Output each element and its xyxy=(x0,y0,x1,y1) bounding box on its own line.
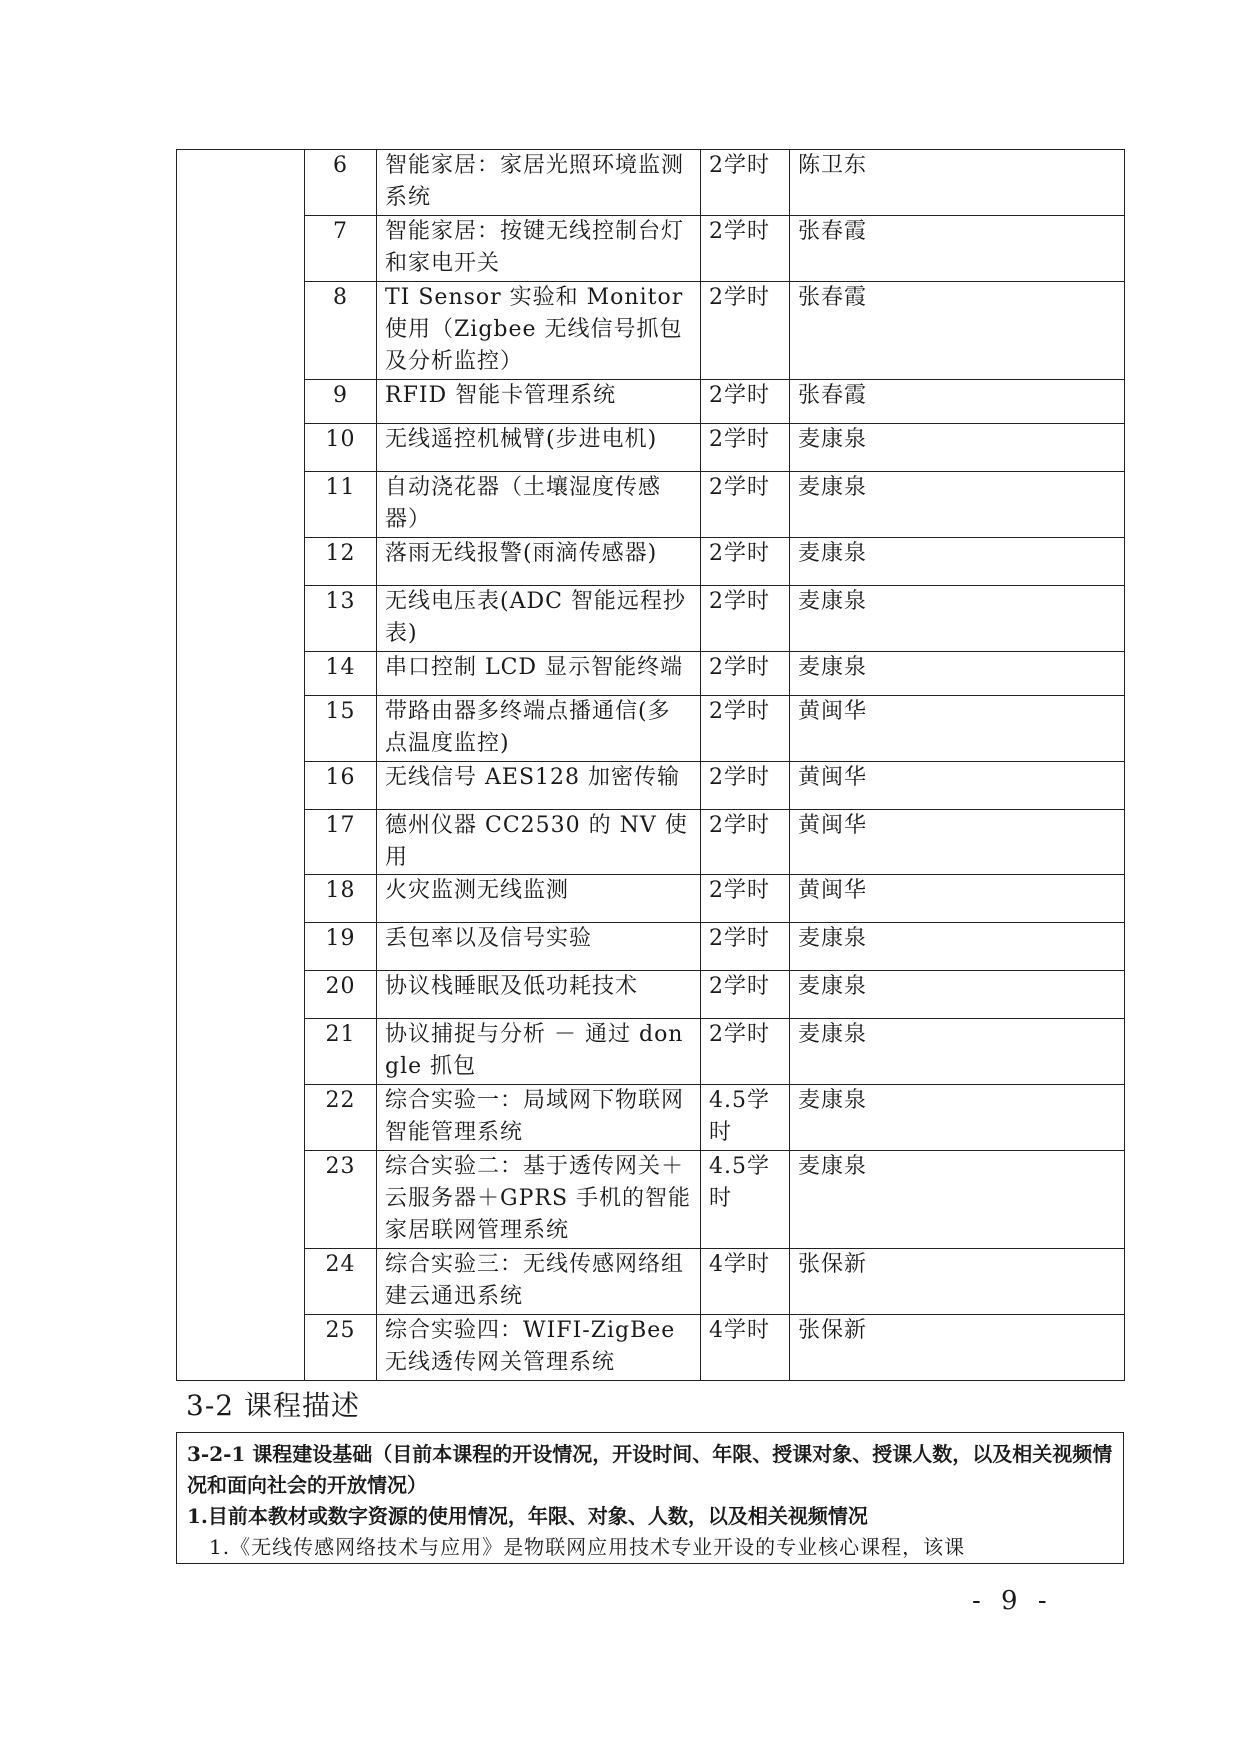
row-number-cell: 6 xyxy=(305,150,377,216)
table-row xyxy=(177,1151,1125,1249)
teacher-cell: 麦康泉 xyxy=(790,923,1125,971)
hours-cell: 2学时 xyxy=(701,875,790,923)
teacher-cell: 张保新 xyxy=(790,1249,1125,1315)
hours-cell: 2学时 xyxy=(701,652,790,696)
experiment-title-cell: 综合实验二：基于透传网关＋云服务器＋GPRS 手机的智能家居联网管理系统 xyxy=(377,1151,701,1249)
table-row xyxy=(177,971,1125,1019)
table-row xyxy=(177,1249,1125,1315)
teacher-cell: 黄闽华 xyxy=(790,696,1125,762)
row-number-cell: 16 xyxy=(305,762,377,810)
row-number-cell: 7 xyxy=(305,216,377,282)
hours-cell: 2学时 xyxy=(701,1019,790,1085)
table-row xyxy=(177,1019,1125,1085)
blank-category-cell xyxy=(177,150,305,1381)
table-row xyxy=(177,380,1125,424)
hours-cell: 2学时 xyxy=(701,216,790,282)
teacher-cell: 麦康泉 xyxy=(790,1019,1125,1085)
item-heading: 1.目前本教材或数字资源的使用情况，年限、对象、人数，以及相关视频情况 xyxy=(187,1504,868,1528)
experiment-title-cell: 协议捕捉与分析 － 通过 dongle 抓包 xyxy=(377,1019,701,1085)
row-number-cell: 13 xyxy=(305,586,377,652)
teacher-cell: 麦康泉 xyxy=(790,971,1125,1019)
hours-cell: 2学时 xyxy=(701,586,790,652)
experiment-title-cell: 丢包率以及信号实验 xyxy=(377,923,701,971)
table-row xyxy=(177,652,1125,696)
table-row xyxy=(177,150,1125,216)
hours-cell: 4学时 xyxy=(701,1249,790,1315)
table-row xyxy=(177,472,1125,538)
hours-cell: 4.5学时 xyxy=(701,1151,790,1249)
section-title: 3-2 课程描述 xyxy=(186,1389,360,1422)
experiment-title-cell: RFID 智能卡管理系统 xyxy=(377,380,701,424)
teacher-cell: 麦康泉 xyxy=(790,472,1125,538)
table-row xyxy=(177,1085,1125,1151)
row-number-cell: 17 xyxy=(305,810,377,875)
experiment-title-cell: 串口控制 LCD 显示智能终端 xyxy=(377,652,701,696)
hours-cell: 2学时 xyxy=(701,424,790,472)
teacher-cell: 陈卫东 xyxy=(790,150,1125,216)
experiment-title-cell: 无线信号 AES128 加密传输 xyxy=(377,762,701,810)
teacher-cell: 麦康泉 xyxy=(790,652,1125,696)
row-number-cell: 24 xyxy=(305,1249,377,1315)
experiment-title-cell: 落雨无线报警(雨滴传感器) xyxy=(377,538,701,586)
experiment-title-cell: 火灾监测无线监测 xyxy=(377,875,701,923)
table-row xyxy=(177,762,1125,810)
hours-cell: 2学时 xyxy=(701,696,790,762)
table-row xyxy=(177,424,1125,472)
experiment-title-cell: 综合实验三：无线传感网络组建云通迅系统 xyxy=(377,1249,701,1315)
row-number-cell: 12 xyxy=(305,538,377,586)
teacher-cell: 麦康泉 xyxy=(790,538,1125,586)
hours-cell: 2学时 xyxy=(701,282,790,380)
row-number-cell: 22 xyxy=(305,1085,377,1151)
teacher-cell: 麦康泉 xyxy=(790,1085,1125,1151)
teacher-cell: 张春霞 xyxy=(790,380,1125,424)
row-number-cell: 23 xyxy=(305,1151,377,1249)
teacher-cell: 黄闽华 xyxy=(790,810,1125,875)
table-row xyxy=(177,586,1125,652)
experiment-title-cell: 带路由器多终端点播通信(多点温度监控) xyxy=(377,696,701,762)
page-number: - 9 - xyxy=(972,1586,1053,1616)
row-number-cell: 11 xyxy=(305,472,377,538)
table-row xyxy=(177,1315,1125,1381)
teacher-cell: 黄闽华 xyxy=(790,875,1125,923)
experiment-title-cell: 无线遥控机械臂(步进电机) xyxy=(377,424,701,472)
teacher-cell: 张春霞 xyxy=(790,282,1125,380)
experiment-title-cell: 综合实验一：局域网下物联网智能管理系统 xyxy=(377,1085,701,1151)
table-body xyxy=(177,150,1125,1381)
teacher-cell: 麦康泉 xyxy=(790,424,1125,472)
experiment-title-cell: 德州仪器 CC2530 的 NV 使用 xyxy=(377,810,701,875)
hours-cell: 2学时 xyxy=(701,810,790,875)
table-row xyxy=(177,923,1125,971)
teacher-cell: 张保新 xyxy=(790,1315,1125,1381)
hours-cell: 2学时 xyxy=(701,472,790,538)
row-number-cell: 9 xyxy=(305,380,377,424)
experiments-table xyxy=(176,149,1125,1381)
experiment-title-cell: 智能家居：家居光照环境监测系统 xyxy=(377,150,701,216)
experiment-title-cell: 无线电压表(ADC 智能远程抄表) xyxy=(377,586,701,652)
teacher-cell: 麦康泉 xyxy=(790,1151,1125,1249)
course-description-box xyxy=(176,1432,1124,1564)
hours-cell: 2学时 xyxy=(701,971,790,1019)
hours-cell: 2学时 xyxy=(701,150,790,216)
table-row xyxy=(177,696,1125,762)
table-row xyxy=(177,538,1125,586)
experiment-title-cell: 智能家居：按键无线控制台灯和家电开关 xyxy=(377,216,701,282)
table-row xyxy=(177,216,1125,282)
row-number-cell: 20 xyxy=(305,971,377,1019)
hours-cell: 2学时 xyxy=(701,923,790,971)
table-row xyxy=(177,875,1125,923)
hours-cell: 4.5学时 xyxy=(701,1085,790,1151)
row-number-cell: 19 xyxy=(305,923,377,971)
hours-cell: 2学时 xyxy=(701,380,790,424)
hours-cell: 2学时 xyxy=(701,762,790,810)
experiment-title-cell: 自动浇花器（土壤湿度传感器） xyxy=(377,472,701,538)
experiment-title-cell: TI Sensor 实验和 Monitor 使用（Zigbee 无线信号抓包及分析监控） xyxy=(377,282,701,380)
experiment-title-cell: 协议栈睡眠及低功耗技术 xyxy=(377,971,701,1019)
row-number-cell: 18 xyxy=(305,875,377,923)
experiment-title-cell: 综合实验四：WIFI-ZigBee 无线透传网关管理系统 xyxy=(377,1315,701,1381)
hours-cell: 4学时 xyxy=(701,1315,790,1381)
teacher-cell: 张春霞 xyxy=(790,216,1125,282)
row-number-cell: 25 xyxy=(305,1315,377,1381)
row-number-cell: 10 xyxy=(305,424,377,472)
teacher-cell: 黄闽华 xyxy=(790,762,1125,810)
description-paragraph: 1.《无线传感网络技术与应用》是物联网应用技术专业开设的专业核心课程，该课 xyxy=(209,1535,966,1559)
hours-cell: 2学时 xyxy=(701,538,790,586)
subsection-heading: 3-2-1 课程建设基础（目前本课程的开设情况，开设时间、年限、授课对象、授课人数，以及相关视频情况和面向社会的开放情况） xyxy=(187,1442,1113,1497)
row-number-cell: 21 xyxy=(305,1019,377,1085)
row-number-cell: 8 xyxy=(305,282,377,380)
table-row xyxy=(177,810,1125,875)
table-row xyxy=(177,282,1125,380)
row-number-cell: 15 xyxy=(305,696,377,762)
teacher-cell: 麦康泉 xyxy=(790,586,1125,652)
row-number-cell: 14 xyxy=(305,652,377,696)
